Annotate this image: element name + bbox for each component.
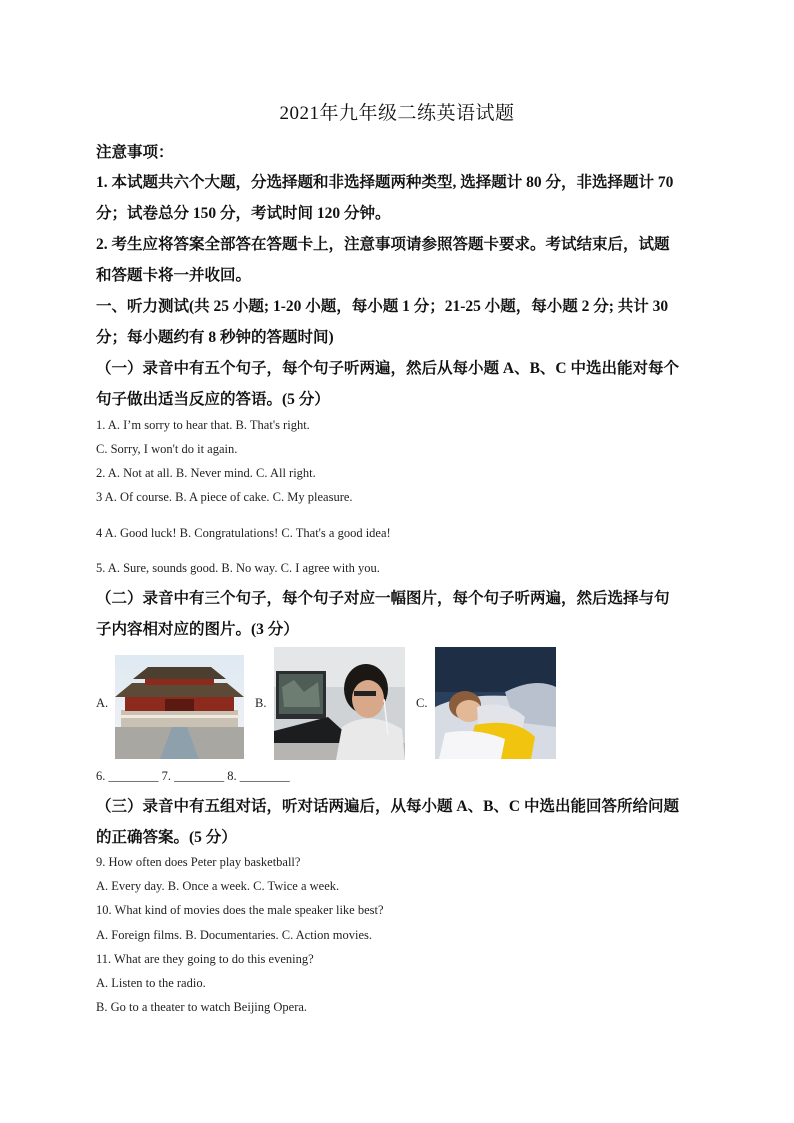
notice-line-3: 2. 考生应将答案全部答在答题卡上，注意事项请参照答题卡要求。考试结束后，试题 — [96, 236, 670, 253]
question-9: 9. How often does Peter play basketball? — [96, 855, 301, 869]
question-1: 1. A. I’m sorry to hear that. B. That's right. — [96, 418, 310, 432]
question-11: 11. What are they going to do this evening? — [96, 952, 314, 966]
picture-b-label: B. — [255, 696, 267, 710]
answer-blanks: 6. ________ 7. ________ 8. ________ — [96, 769, 290, 783]
notice-line-1: 1. 本试题共六个大题，分选择题和非选择题两种类型, 选择题计 80 分，非选择题计 70 — [96, 174, 674, 191]
question-11-option-a: A. Listen to the radio. — [96, 976, 206, 990]
notice-heading: 注意事项： — [96, 144, 174, 161]
question-10-options: A. Foreign films. B. Documentaries. C. Action movies. — [96, 928, 373, 942]
section2-instruction-2: 子内容相对应的图片。(3 分） — [96, 621, 299, 638]
question-5: 5. A. Sure, sounds good. B. No way. C. I agree with you. — [96, 561, 380, 575]
section2-instruction-1: （二）录音中有三个句子，每个句子对应一幅图片，每个句子听两遍，然后选择与句 — [96, 590, 670, 607]
part1-heading-line-2: 分；每小题约有 8 秒钟的答题时间) — [96, 329, 334, 346]
question-11-option-b: B. Go to a theater to watch Beijing Opera. — [96, 1000, 308, 1014]
section3-instruction-1: （三）录音中有五组对话，听对话两遍后，从每小题 A、B、C 中选出能回答所给问题 — [96, 798, 679, 815]
palace-image — [115, 655, 244, 759]
picture-c-label: C. — [416, 696, 428, 710]
question-1-option-c: C. Sorry, I won't do it again. — [96, 442, 238, 456]
boy-computer-image — [274, 647, 405, 760]
page-title: 2021年九年级二练英语试题 — [279, 103, 515, 124]
section1-instruction-1: （一）录音中有五个句子，每个句子听两遍，然后从每小题 A、B、C 中选出能对每个 — [96, 360, 679, 377]
question-9-options: A. Every day. B. Once a week. C. Twice a week. — [96, 879, 340, 893]
boy-sleeping-image — [435, 647, 556, 759]
question-2: 2. A. Not at all. B. Never mind. C. All right. — [96, 466, 316, 480]
section3-instruction-2: 的正确答案。(5 分） — [96, 829, 237, 846]
picture-a-label: A. — [96, 696, 109, 710]
notice-line-2: 分；试卷总分 150 分，考试时间 120 分钟。 — [96, 205, 391, 222]
notice-line-4: 和答题卡将一并收回。 — [96, 267, 252, 284]
part1-heading-line-1: 一、听力测试(共 25 小题; 1-20 小题，每小题 1 分；21-25 小题，每小题 2 分; 共计 30 — [96, 298, 669, 315]
section1-instruction-2: 句子做出适当反应的答语。(5 分） — [96, 391, 330, 408]
question-4: 4 A. Good luck! B. Congratulations! C. That's a good idea! — [96, 526, 391, 540]
question-10: 10. What kind of movies does the male speaker like best? — [96, 903, 384, 917]
question-3: 3 A. Of course. B. A piece of cake. C. My pleasure. — [96, 490, 353, 504]
